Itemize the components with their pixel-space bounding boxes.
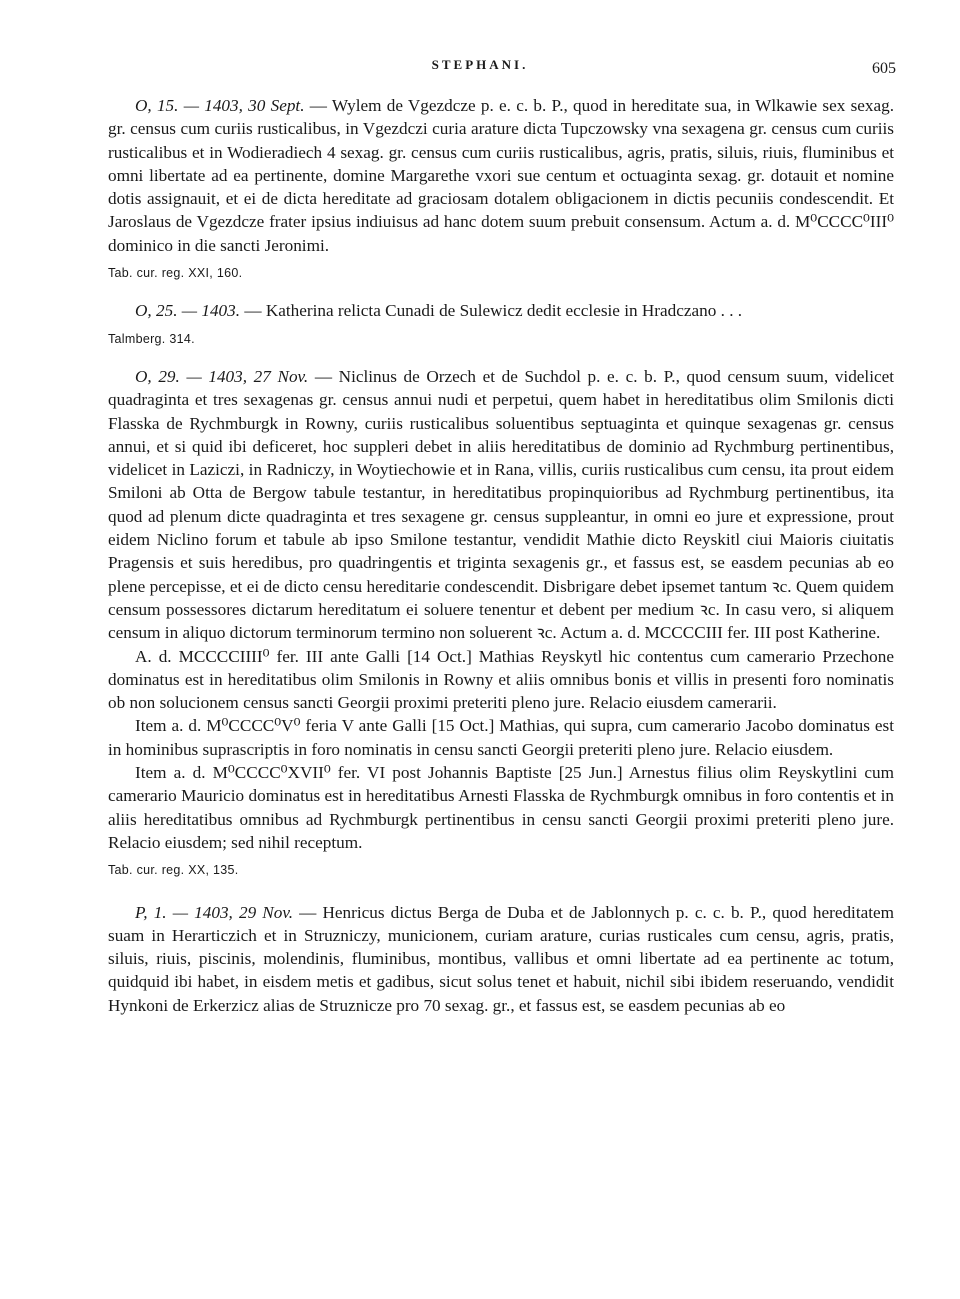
entry-heading: O, 29. — 1403, 27 Nov. (135, 366, 309, 386)
entry-heading: O, 25. — 1403. (135, 301, 241, 321)
entry-paragraph (108, 299, 894, 322)
entry-paragraph (108, 365, 894, 645)
running-head (0, 57, 960, 79)
body-text (108, 94, 894, 1017)
source-reference: Tab. cur. reg. XXI, 160. (108, 266, 243, 281)
entry-heading: O, 15. — 1403, 30 Sept. (135, 96, 305, 115)
source-reference: Tab. cur. reg. XX, 135. (108, 863, 239, 878)
entry-paragraph (108, 94, 894, 257)
entry-paragraph (108, 901, 894, 1017)
entry-paragraph: Item a. d. M⁰CCCC⁰V⁰ feria V ante Galli [15 Oct.] Mathias, qui supra, cum camerario Jacobo dominatus est in hominibus suprascriptis in foro nominatis in censu sancti Georgii preteriti pleno jure. Relacio eiusdem. (108, 716, 894, 759)
entry-text: — Wylem de Vgezdcze p. e. c. b. P., quod in hereditate sua, in Wlkawie sex sexag. gr. census cum curiis rusticalibus, in Vgezdczi curia arature dicta Tupczowsky vna sexagena gr. census cum curiis rusticalibus et in Wodieradiech 4 sexag. gr. census cum curiis rusticalibus, agris, pratis, siluis, riuis, fluminibus et omni libertate ad ea pertinente, domine Margarethe vxori sue centum et octuaginta sexag. gr. dotauit et nomine dotis assignauit, et ei de dicta hereditate ad graciosam dotalem obligacionem in dictis pecuniis condescendit. Et Jaroslaus de Vgezdcze frater ipsius indiuisus ad hanc dotem suum prebuit consensum. Actum a. d. M⁰CCCC⁰III⁰ dominico in die sancti Jeronimi. (108, 96, 894, 255)
source-reference: Talmberg. 314. (108, 331, 195, 346)
running-title: STEPHANI. (431, 57, 529, 72)
entry-heading: P, 1. — 1403, 29 Nov. (135, 902, 294, 922)
entry-text: — Henricus dictus Berga de Duba et de Jablonnych p. c. c. b. P., quod hereditatem suam in Herarticzich et in Struzniczy, municionem, curiam arature, curias rusticales cum censu, agris, pratis, siluis, riuis, piscinis, molendinis, fluminibus, montibus, vallibus et omni libertate ad ea pertinente ac totum, quidquid ibi habet, in eisdem metis et gadibus, sicut solus tenet et habuit, nichil sibi ibidem reseruando, vendidit Hynkoni de Erkerzicz alias de Struznicze pro 70 sexag. gr., et fassus est, se easdem pecunias ab eo (108, 902, 894, 1015)
entry-paragraph: Item a. d. M⁰CCCC⁰XVII⁰ fer. VI post Johannis Baptiste [25 Jun.] Arnestus filius olim Reyskytlini cum camerario Mauricio dominatus est in hereditatibus Arnesti Flasska de Rychmburgk omnibus in foro contentis et in aliis hereditatibus omnibus ad Rychmburgk pertinentibus in censu sancti Georgii proximi preteriti pleno jure. Relacio eiusdem; sed nihil receptum. (108, 763, 894, 852)
entry-text: — Katherina relicta Cunadi de Sulewicz dedit ecclesie in Hradczano . . . (244, 301, 743, 321)
entry-paragraph: A. d. MCCCCIIII⁰ fer. III ante Galli [14 Oct.] Mathias Reyskytl hic contentus cum camerario Przechone dominatus est in hereditatibus olim Smilonis in Rowny et aliis omnibus bonis et villis in presenti foro nominatis ob non solucionem census sancti Georgii proximi preteriti pleno jure. Relacio eiusdem camerarii. (108, 646, 894, 713)
page-number: 605 (872, 60, 896, 77)
entry-text: — Niclinus de Orzech et de Suchdol p. e. c. b. P., quod censum suum, videlicet quadraginta et tres sexagenas gr. census annui nudi et perpetui, quem habet in hereditatibus olim Smilonis dicti Flasska de Rychmburgk in Rowny, curiis rusticalibus soluentibus septuaginta et quinque sexagenas gr. census annui, et si quid ibi deficeret, hoc suppleri debet in aliis hereditatibus de dominio ad Rychmburg pertinentibus, videlicet in Laziczi, in Radniczy, in Woytiechowie et in Rana, villis, curiis rusticalibus cum censu, ita prout eidem Smiloni ab Otta de Bergow tabule testantur, in hereditatibus propinquioribus ad Rychmburg pertinentibus, ita quod ad plenum dicte quadraginta et tres sexagene gr. census suppleantur, in omni eo jure et expressione, prout eidem Niclino forum et tabule ab ipso Smilone testantur, vendidit Mathie dicto Reyskitl ciui Maioris ciuitatis Pragensis et suis heredibus, pro quadringentis et triginta sexagenis gr., et fassus est, se easdem pecunias ab eo plene percepisse, et ei de dicto censu hereditarie condescendit. Disbrigare debet ipsemet tantum ꝛc. Quem quidem censum possessores dictarum hereditatum ei soluere tenentur et debent per medium ꝛc. In casu vero, si aliquem censum in aliquo dictorum terminorum termino non soluerent ꝛc. Actum a. d. MCCCCIII fer. III post Katherine. (108, 366, 895, 643)
